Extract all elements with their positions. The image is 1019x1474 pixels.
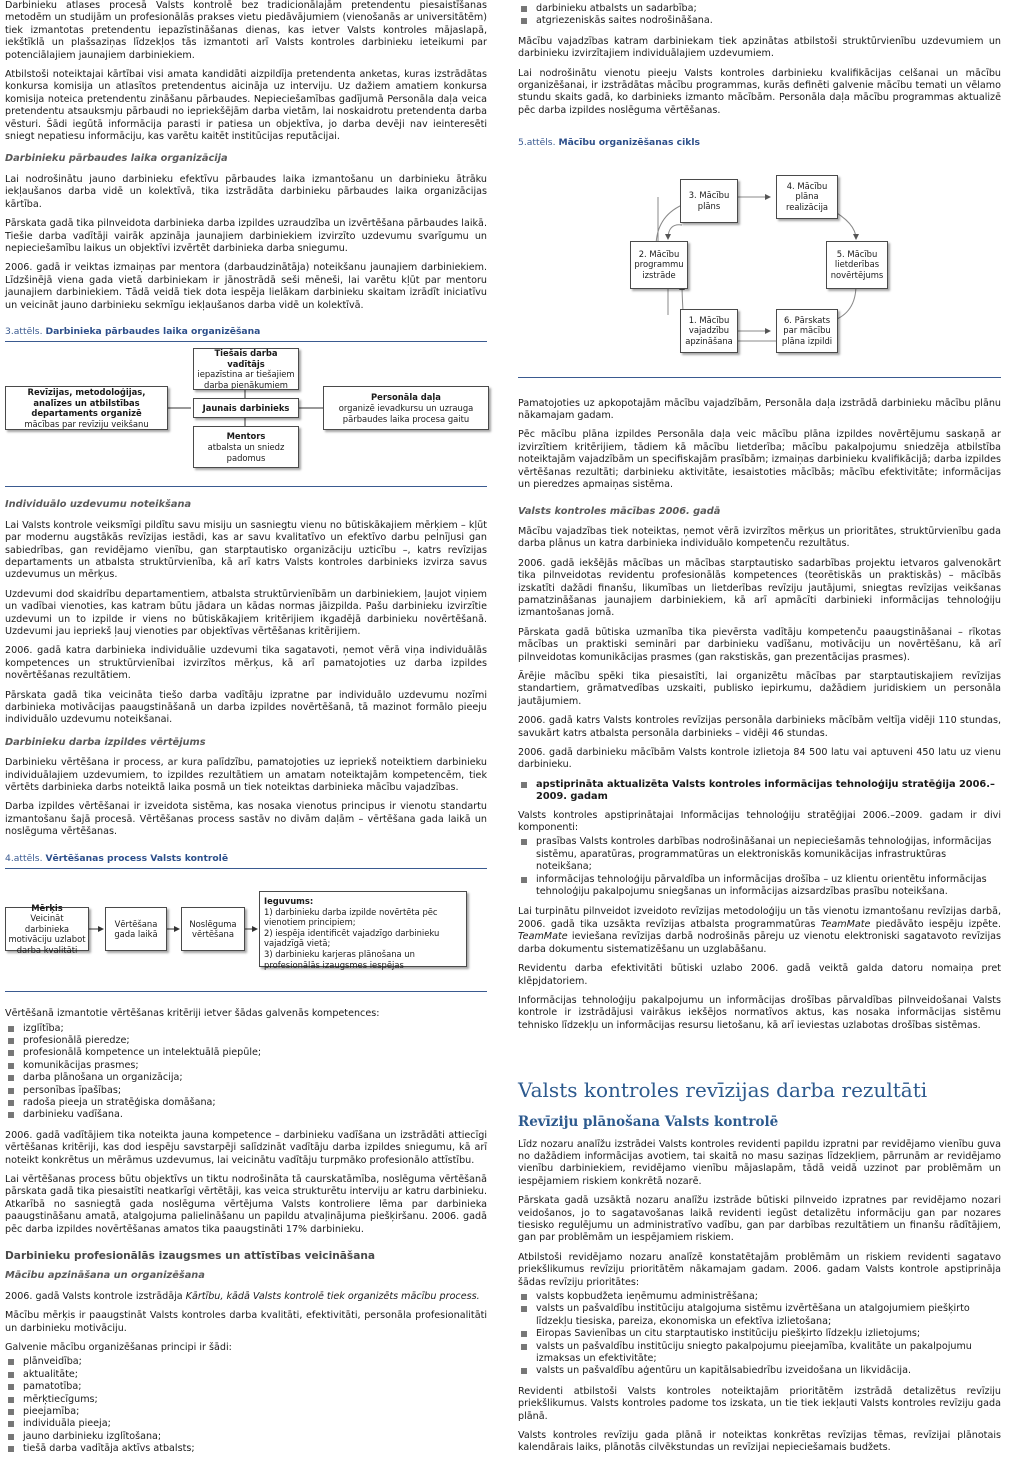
paragraph: Ārējie mācību spēki tika piesaistīti, lai organizētu mācības par starptautiskajiem revīzijas standartiem, grāmatvedības uzskaiti, publisko iepirkumu, dažādiem juridiskiem un personāla jautājumiem.	[518, 670, 1001, 707]
paragraph: Valsts kontroles revīziju gada plānā ir noteiktas konkrētas revīzijas tēmas, revīzijai plānotais kalendārais laiks, plānotās cilvēkstundas un revīzijai nepieciešamais budžets.	[518, 1430, 1001, 1454]
list-item: mērķtiecīgums;	[5, 1394, 487, 1406]
paragraph: Darba izpildes vērtēšanai ir izveidota sistēma, kas nosaka vienotus principus ir vienotu standartu izmantošanu šajā procesā. Vērtēšanas process sastāv no divām daļām – vērtēšana gada laikā un noslēguma vērtēšanas.	[5, 801, 487, 838]
subheading: Mācību apzināšana un organizēšana	[5, 1270, 205, 1282]
paragraph: Darbinieku vērtēšana ir process, ar kura palīdzību, pamatojoties uz iepriekš noteiktiem darbinieku individuālajiem uzdevumiem, to izpildes rezultātiem un amatam noteiktajām kompetencēm, tiek vērtēts darbinieka darbs noteiktā laika posmā un tiek noteiktas darbinieka mācību vajadzības.	[5, 757, 487, 794]
figure-number: 3.attēls.	[5, 325, 43, 337]
paragraph: Pamatojoties uz apkopotajām mācību vajadzībām, Personāla daļa izstrādā darbinieku mācību plānu nākamajam gadam.	[518, 397, 1001, 422]
probation-diagram	[5, 342, 487, 480]
figure-4	[5, 853, 487, 992]
figure-title: Darbinieka pārbaudes laika organizēšana	[45, 325, 261, 337]
new-employee-box: Jaunais darbinieks	[193, 398, 299, 418]
paragraph: Revidenti atbilstoši Valsts kontroles noteiktajām prioritātēm izstrādā detalizētus revīziju priekšlikumus. Valsts kontroles padome tos izskata, un tie tiek iekļauti Valsts kontroles revīziju gada plānā.	[518, 1385, 1001, 1422]
subheading: Darbinieku pārbaudes laika organizācija	[5, 153, 228, 165]
cycle-step-3: 3. Mācību plāns	[680, 179, 738, 223]
figure-rule	[5, 991, 487, 992]
paragraph: Lai Valsts kontrole veiksmīgi pildītu savu misiju un sasniegtu vienu no būtiskākajiem mērķiem – kļūt par modernu augstākās revīzijas iestādi, kas ar savu kvalitatīvo un efektīvo darbu pelnījusi gan sabiedrības, gan revidējamo vienību, gan starptautisko organizāciju uzticību –, katrs revīzijas departaments un atbalsta struktūrvienība, kā arī katrs Valsts kontroles darbinieks izvirza savus uzdevumus un mērķus.	[5, 519, 487, 581]
paragraph: Galvenie mācību organizēšanas principi ir šādi:	[5, 1342, 232, 1354]
figure-number: 4.attēls.	[5, 852, 43, 864]
paragraph: Informācijas tehnoloģiju pakalpojumu un informācijas drošības pārvaldības pilnveidošanai Valsts kontrole ir izstrādājusi vairākus iekšējos normatīvos aktus, kas nosaka informācijas sistēmu tehnisko līdzekļu un informācijas resursu lietošanu, kā arī ieviestas uzlabotas drošības sistēmas.	[518, 994, 1001, 1031]
left-column	[5, 0, 487, 1464]
list-item: informācijas tehnoloģiju pārvaldība un informācijas drošība – uz klientu orientētu informācijas tehnoloģiju pakalpojumu sniegšanas un informācijas aizsardzības prasību noteikšana.	[518, 874, 1001, 899]
list-item: darba plānošana un organizācija;	[5, 1072, 487, 1084]
final-evaluation-box: Noslēguma vērtēšana	[181, 907, 245, 951]
paragraph: Mācību vajadzības katram darbiniekam tiek apzinātas atbilstoši struktūrvienību uzdevumiem un darbinieku izvirzītajiem individuālajiem uzdevumiem.	[518, 35, 1001, 60]
paragraph: Lai vērtēšanas process būtu objektīvs un tiktu nodrošināta tā caurskatāmība, noslēguma vērtēšanā pārskata gadā tika piesaistīti neatkarīgi vērtētāji, kas veica strukturētu interviju ar katru darbinieku. Atkarībā no sasniegtā gada noslēguma vērtējuma Valsts kontroliere lēma par darbinieka paaugstināšanu amatā, atalgojuma palielināšanu un papildu atvaļinājuma piešķiršanu. 2006. gadā pēc darba izpildes novērtēšanas amatos tika paaugstināti 17% darbinieku.	[5, 1173, 487, 1235]
training-cycle-diagram	[518, 153, 1001, 371]
paragraph: Pārskata gadā tika pilnveidota darbinieka darba izpildes uzraudzība un izvērtēšana pārbaudes laikā. Tiešie darba vadītāji vairāk apzināja jaunajiem darbiniekiem izvirzīto uzdevumu svarīgumu un nepieciešamību laikus un objektīvi izvērtēt darbinieka darba sniegumu.	[5, 218, 487, 254]
cycle-step-2: 2. Mācību programmu izstrāde	[630, 241, 688, 289]
section-title: Revīziju plānošana Valsts kontrolē	[518, 1114, 779, 1131]
list-item: personības īpašības;	[5, 1085, 487, 1097]
figure-caption	[518, 137, 1001, 152]
paragraph: Lai nodrošinātu vienotu pieeju Valsts kontroles darbinieku kvalifikācijas celšanai un mācību organizēšanai, ir izstrādātas mācību programmas, kurās definēti galvenie mācību temati un vēlamo stundu skaits gadā, ko darbinieks izmanto mācībām. Personāla daļa mācību programmas aktualizē pēc darba izpildes noslēguma vērtēšanas.	[518, 67, 1001, 116]
paragraph: Revidentu darba efektivitāti būtiski uzlabo 2006. gadā veiktā galda datoru nomaiņa pret klēpjdatoriem.	[518, 963, 1001, 987]
cycle-arrows	[518, 153, 1001, 371]
list-item: individuāla pieeja;	[5, 1418, 487, 1430]
paragraph: Pēc mācību plāna izpildes Personāla daļa veic mācību plāna izpildes novērtējumu saskaņā ar izvirzītiem kritērijiem, tādiem kā mācību lietderība; mācību pakalpojumu sniedzēja atbilstība noteiktajām vajadzībām un specifiskajām prasībām; izmaiņas darbinieku kvalifikācijā; darba izpildes vērtēšanas rezultāti; darbinieku aktivitāte, iesaistoties mācībās; mācību efektivitāte; informācijas un pieredzes apmaiņas sistēma.	[518, 429, 1001, 491]
list-item: radoša pieeja un stratēģiska domāšana;	[5, 1097, 487, 1109]
paragraph: 2006. gadā iekšējās mācības un mācības starptautisko sadarbības projektu ietvaros galvenokārt tika pilnveidotas revidentu profesionālās kompetences (teorētiskās un praktiskās) – mācībās izskatīti dažādi finanšu, likumības un lietderības revīziju jautājumi, sniegtas revīzijas veikšanas pamatzināšanas jaunajiem darbiniekiem, kā arī apmācīti darbinieki informācijas tehnoloģiju izmantošanas jomā.	[518, 557, 1001, 619]
paragraph: 2006. gadā vadītājiem tika noteikta jauna kompetence – darbinieku vadīšana un izstrādāti attiecīgi vērtēšanas kritēriji, kas dod iespēju savstarpēji salīdzināt vadītāju darba izpildes sniegumu, kā arī noteikt konkrētus un mērāmus uzdevumus, lai veicinātu vadītāju turpmāko profesionālo attīstību.	[5, 1129, 487, 1166]
figure-number: 5.attēls.	[518, 137, 556, 149]
competences-list	[5, 1023, 487, 1122]
paragraph: Atbilstoši noteiktajai kārtībai visi amata kandidāti aizpildīja pretendenta anketas, kuras izstrādātas konkursa komisija un atlasītos pretendentus aicināja uz interviju. Uz dažiem amatiem konkursa komisija noteica pretendentu zināšanu pārbaudes. Nepieciešamības gadījumā Personāla daļa veica pretendentu atsauksmju pārbaudi no iepriekšējām darba vietām, lai noskaidrotu pretendenta darba vēsturi. Šādi iegūtā informācija parasti ir patiesa un objektīva, jo darba devēji nav ieinteresēti sniegt nepatiesu informāciju, kas varētu kaitēt institūcijas reputācijai.	[5, 69, 487, 143]
mentor-box: Mentors atbalsta un sniedz padomus	[193, 426, 299, 468]
list-item: darbinieku vadīšana.	[5, 1109, 487, 1121]
annual-evaluation-box: Vērtēšana gada laikā	[105, 907, 167, 951]
it-strategy-bullet	[518, 779, 1001, 804]
list-item: valsts un pašvaldību aģentūru un kapitālsabiedrību izveidošana un likvidācija.	[518, 1365, 1001, 1377]
list-item: valsts kopbudžeta ieņēmumu administrēšana;	[518, 1291, 1001, 1303]
subheading: Valsts kontroles mācības 2006. gadā	[518, 505, 721, 517]
list-item: tiešā darba vadītāja aktīvs atbalsts;	[5, 1443, 487, 1455]
list-item: prasības Valsts kontroles darbības nodrošināšanai un nepieciešamās tehnoloģijas, informācijas sistēmu, aparatūras, programmatūras un elektroniskās komunikācijas infrastruktūras noteikšana;	[518, 836, 1001, 873]
list-item: darbinieku atbalsts un sadarbība;	[518, 3, 1001, 15]
figure-rule	[5, 486, 487, 487]
principles-list	[5, 1356, 487, 1455]
figure-5	[518, 137, 1001, 377]
list-item: apstiprināta aktualizēta Valsts kontroles informācijas tehnoloģiju stratēģija 2006.–2009. gadam	[518, 779, 1001, 804]
list-item: jauno darbinieku izglītošana;	[5, 1431, 487, 1443]
paragraph: 2006. gadā katra darbinieka individuālie uzdevumi tika sagatavoti, ņemot vērā viņa individuālās kompetences un struktūrvienībai izvirzītos mērķus, kā arī pamatojoties uz darba izpildes novērtēšanas rezultātiem.	[5, 645, 487, 682]
it-components-list	[518, 836, 1001, 898]
personnel-department-box: Personāla daļa organizē ievadkursu un uzrauga pārbaudes laika procesa gaitu	[323, 386, 489, 430]
paragraph: Lai nodrošinātu jauno darbinieku efektīvu pārbaudes laika izmantošanu un darbinieku ātrāku iekļaušanos darba vidē un kolektīvā, tika izstrādāta darbinieku pārbaudes laika organizācijas kārtība.	[5, 173, 487, 210]
direct-manager-box: Tiešais darba vadītājs iepazīstina ar tiešajiem darba pienākumiem	[193, 348, 299, 390]
list-item: atgriezeniskās saites nodrošināšana.	[518, 15, 1001, 27]
cycle-step-1: 1. Mācību vajadzību apzināšana	[680, 309, 738, 353]
paragraph: Atbilstoši revidējamo nozaru analīzē konstatētajām problēmām un riskiem revidenti sagatavo priekšlikumus revīziju prioritātēm nākamajam gadam. 2006. gadam Valsts kontrole apstiprināja šādas revīziju prioritātes:	[518, 1251, 1001, 1288]
subheading: Individuālo uzdevumu noteikšana	[5, 499, 192, 511]
list-item: valsts un pašvaldību institūciju atalgojuma sistēmu izvērtēšana un atalgojumiem piešķirto līdzekļu tiesiska, pareiza, ekonomiska un efektīva izlietošana;	[518, 1303, 1001, 1328]
figure-caption	[5, 853, 487, 869]
list-item: profesionālā kompetence un intelektuālā piepūle;	[5, 1047, 487, 1059]
paragraph: Pārskata gadā būtiska uzmanība tika pievērsta vadītāju kompetenču paaugstināšanai – rīkotas mācības un praktiski semināri par darbinieku vadīšanu, motivāciju un novērtēšanu, kā arī pilnveidotas komunikācijas prasmes (gan rakstiskās, gan prezentācijas prasmes).	[518, 626, 1001, 663]
benefits-box: Ieguvums: 1) darbinieku darba izpilde novērtēta pēc vienotiem principiem; 2) iespēja identificēt vajadzīgo darbinieku vajadzīgā vietā; 3) darbinieku karjeras plānošana un profesionālās izaugsmes iespējas	[259, 891, 467, 967]
priorities-list	[518, 1291, 1001, 1378]
list-item: pieejamība;	[5, 1406, 487, 1418]
figure-3	[5, 326, 487, 487]
paragraph: Vērtēšanā izmantotie vērtēšanas kritēriji ietver šādas galvenās kompetences:	[5, 1008, 380, 1020]
chapter-title: Valsts kontroles revīzijas darba rezultāti	[518, 1078, 928, 1103]
paragraph: 2006. gadā darbinieku mācībām Valsts kontrole izlietoja 84 500 latu vai aptuveni 450 latu uz vienu darbinieku.	[518, 747, 1001, 771]
subheading: Darbinieku darba izpildes vērtējums	[5, 736, 206, 748]
cycle-step-6: 6. Pārskats par mācību plāna izpildi	[776, 309, 838, 353]
paragraph: 2006. gadā katrs Valsts kontroles revīzijas personāla darbinieks mācībām veltīja vidēji 110 stundas, savukārt katrs atbalsta personāla darbinieks – vidēji 46 stundas.	[518, 715, 1001, 739]
paragraph: Lai turpinātu pilnveidot izveidoto revīzijas metodoloģiju un tās vienotu izmantošanu revīzijas darbā, 2006. gadā tika uzsākta revīzijas atbalsta programmatūras TeamMate piedāvāto iespēju izpēte. TeamMate ieviešana revīzijas darbā nodrošinās pāreju uz vienotu elektroniski sagatavoto revīzijas darba dokumentu sistematizēšanu un uzglabāšanu.	[518, 906, 1001, 955]
paragraph: 2006. gadā Valsts kontrole izstrādāja Kārtību, kādā Valsts kontrolē tiek organizēts mācību process.	[5, 1290, 480, 1302]
cycle-step-4: 4. Mācību plāna realizācija	[776, 175, 838, 219]
paragraph: Mācību vajadzības tiek noteiktas, ņemot vērā izvirzītos mērķus un prioritātes, struktūrvienību gada darba plānus un katra darbinieka individuālo kompetenču rezultātus.	[518, 525, 1001, 550]
audit-department-box: Revīzijas, metodoloģijas, analīzes un atbilstības departaments organizē mācības par revīziju veikšanu	[5, 386, 168, 430]
paragraph: Pārskata gadā uzsāktā nozaru analīžu izstrāde būtiski pilnveido izpratnes par revidējamo nozari veidošanos, jo to sagatavošanas laikā revidenti iegūst detalizētu informāciju gan par nozares tiesisko regulējumu un administratīvo vadību, gan par darbības rezultātiem un finanšu rādītājiem, gan par problēmām un iespējamiem riskiem.	[518, 1195, 1001, 1244]
paragraph: Mācību mērķis ir paaugstināt Valsts kontroles darba kvalitāti, efektivitāti, personāla profesionalitāti un darbinieku motivāciju.	[5, 1310, 487, 1334]
list-item: profesionālā pieredze;	[5, 1035, 487, 1047]
list-item: izglītība;	[5, 1023, 487, 1035]
evaluation-diagram	[5, 869, 487, 985]
figure-title: Mācību organizēšanas cikls	[558, 137, 700, 149]
list-item: plānveidība;	[5, 1356, 487, 1368]
paragraph: Darbinieku atlases procesā Valsts kontrolē bez tradicionālajām pretendentu piesaistīšanas metodēm un studijām un profesionālās prakses vietu piedāvājumiem (vienošanās ar universitātēm) tiek izmantotas pretendentu iepazīstināšanas dienas, kas ietver Valsts kontroles mājaslapā, iekštīklā un plašsaziņas līdzekļos tās izmantoti arī Valsts kontroles darbinieku ieteikumi par potenciālajiem jaunajiem darbiniekiem.	[5, 0, 487, 61]
list-item: aktualitāte;	[5, 1369, 487, 1381]
right-column	[518, 0, 1001, 1462]
list-item: komunikācijas prasmes;	[5, 1060, 487, 1072]
paragraph: 2006. gadā ir veiktas izmaiņas par mentora (darbaudzinātāja) noteikšanu jaunajiem darbiniekiem. Līdzšinējā viena gada vietā darbiniekam ir jānostrādā seši mēneši, lai varētu kļūt par mentoru jaunajiem darbiniekiem. Tādā veidā tiek dota iespēja lielākam darbinieku skaitam izrādīt iniciatīvu un veicināt jauno darbinieku sekmīgu iekļaušanos darba vidē un kolektīvā.	[5, 262, 487, 311]
list-item: Eiropas Savienības un citu starptautisko institūciju piešķirto līdzekļu izlietojums;	[518, 1328, 1001, 1340]
paragraph: Līdz nozaru analīžu izstrādei Valsts kontroles revidenti papildu izpratni par revidējamo vienību guva no dažādiem informācijas avotiem, tai skaitā no masu saziņas līdzekļiem, pārrunām ar revidējamo vienību darbiniekiem, revidējamo vienību mājaslapām, tādā veidā uzzinot par problēmām un iespējamiem riskiem konkrētā nozarē.	[518, 1138, 1001, 1187]
figure-rule	[518, 377, 1001, 378]
section-heading: Darbinieku profesionālās izaugsmes un attīstības veicināšana	[5, 1250, 376, 1262]
principles-list-continued	[518, 3, 1001, 28]
cycle-step-5: 5. Mācību lietderības novērtējums	[826, 241, 888, 289]
list-item: pamatotība;	[5, 1381, 487, 1393]
figure-title: Vērtēšanas process Valsts kontrolē	[45, 852, 229, 864]
goal-box: Mērķis Veicināt darbinieka motivāciju uzlabot darba kvalitāti	[5, 907, 89, 951]
list-item: valsts un pašvaldību institūciju sniegto pakalpojumu pieejamība, kvalitāte un pakalpojumu izmaksas un efektivitāte;	[518, 1341, 1001, 1366]
paragraph: Uzdevumi dod skaidrību departamentiem, atbalsta struktūrvienībām un darbiniekiem, ļaujot viņiem un vadībai vienoties, kas katram būtu jādara un kādas normas jāizpilda. Pašu darbinieku izvirzītie uzdevumi un to izpilde ir viens no būtiskākajiem kritērijiem ikgadējā darbinieku novērtēšanā. Uzdevumi jau iepriekš ļauj vienoties par objektīvas vērtēšanas kritērijiem.	[5, 588, 487, 637]
paragraph: Valsts kontroles apstiprinātajai Informācijas tehnoloģiju stratēģijai 2006.–2009. gadam ir divi komponenti:	[518, 809, 1001, 834]
figure-caption	[5, 326, 487, 342]
paragraph: Pārskata gadā tika veicināta tiešo darba vadītāju izpratne par individuālo uzdevumu nozīmi darbinieka motivācijas paaugstināšanā un darba izpildes novērtēšanā, tā mazinot formālo pieeju individuālo uzdevumu noteikšanai.	[5, 689, 487, 726]
